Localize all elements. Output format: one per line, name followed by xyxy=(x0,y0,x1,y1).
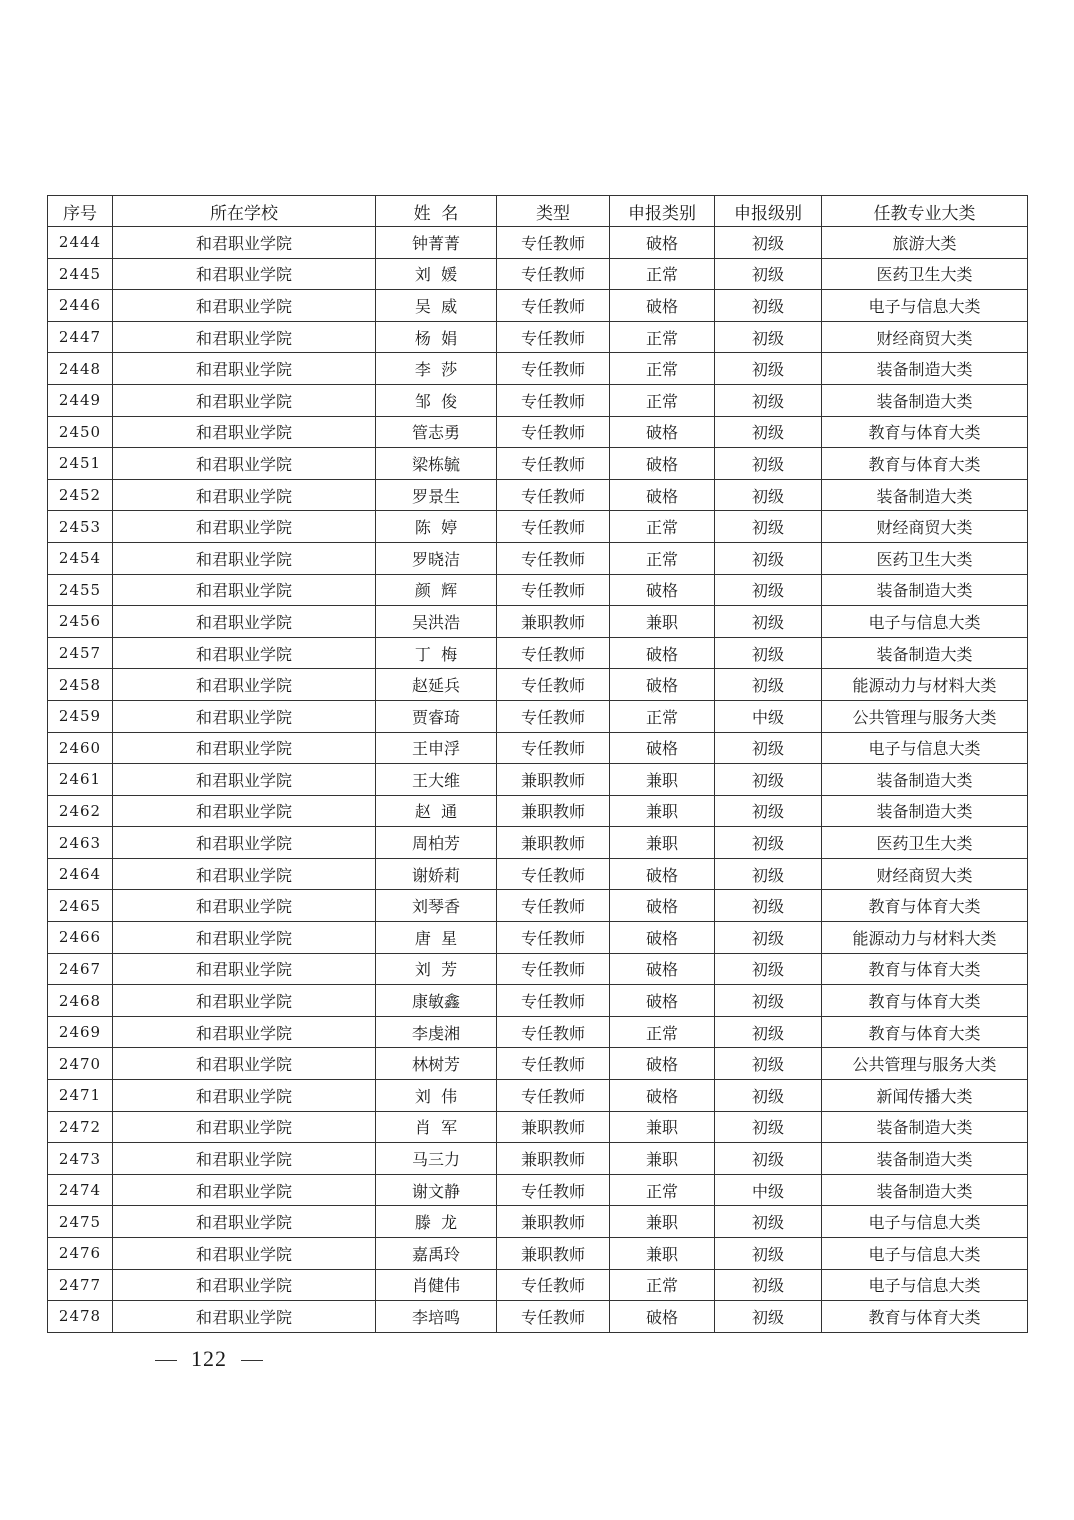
cell-school: 和君职业学院 xyxy=(113,1206,376,1238)
cell-school: 和君职业学院 xyxy=(113,384,376,416)
cell-serial-number: 2457 xyxy=(48,637,113,669)
cell-application-level: 初级 xyxy=(715,953,822,985)
cell-application-category: 破格 xyxy=(610,1301,715,1333)
cell-application-level: 初级 xyxy=(715,511,822,543)
cell-school: 和君职业学院 xyxy=(113,1301,376,1333)
table-row xyxy=(48,1269,1028,1301)
cell-application-level: 初级 xyxy=(715,353,822,385)
cell-application-category: 破格 xyxy=(610,416,715,448)
cell-name: 谢文静 xyxy=(376,1174,497,1206)
cell-application-level: 初级 xyxy=(715,1143,822,1175)
cell-serial-number: 2467 xyxy=(48,953,113,985)
cell-serial-number: 2448 xyxy=(48,353,113,385)
cell-type: 专任教师 xyxy=(497,637,610,669)
table-row xyxy=(48,384,1028,416)
cell-subject-category: 装备制造大类 xyxy=(822,764,1028,796)
footer-dash-right xyxy=(241,1360,263,1361)
cell-school: 和君职业学院 xyxy=(113,827,376,859)
cell-type: 专任教师 xyxy=(497,574,610,606)
table-row xyxy=(48,1080,1028,1112)
cell-application-level: 初级 xyxy=(715,1111,822,1143)
cell-subject-category: 公共管理与服务大类 xyxy=(822,1048,1028,1080)
table-row xyxy=(48,1301,1028,1333)
table-row xyxy=(48,732,1028,764)
cell-school: 和君职业学院 xyxy=(113,258,376,290)
cell-application-category: 破格 xyxy=(610,637,715,669)
cell-serial-number: 2444 xyxy=(48,227,113,259)
cell-serial-number: 2452 xyxy=(48,479,113,511)
cell-type: 专任教师 xyxy=(497,858,610,890)
cell-subject-category: 电子与信息大类 xyxy=(822,1238,1028,1270)
page-number: 122 xyxy=(191,1346,227,1371)
cell-name: 杨 娟 xyxy=(376,321,497,353)
table-row xyxy=(48,1048,1028,1080)
cell-type: 专任教师 xyxy=(497,985,610,1017)
header-type: 类型 xyxy=(497,196,610,227)
cell-application-level: 初级 xyxy=(715,1080,822,1112)
cell-school: 和君职业学院 xyxy=(113,732,376,764)
footer-dash-left xyxy=(155,1360,177,1361)
cell-name: 刘琴香 xyxy=(376,890,497,922)
cell-application-level: 初级 xyxy=(715,416,822,448)
cell-school: 和君职业学院 xyxy=(113,542,376,574)
cell-school: 和君职业学院 xyxy=(113,764,376,796)
cell-subject-category: 新闻传播大类 xyxy=(822,1080,1028,1112)
cell-serial-number: 2462 xyxy=(48,795,113,827)
cell-school: 和君职业学院 xyxy=(113,1143,376,1175)
table-row xyxy=(48,985,1028,1017)
cell-application-level: 初级 xyxy=(715,606,822,638)
cell-type: 专任教师 xyxy=(497,1048,610,1080)
cell-subject-category: 装备制造大类 xyxy=(822,384,1028,416)
header-name: 姓 名 xyxy=(376,196,497,227)
cell-serial-number: 2471 xyxy=(48,1080,113,1112)
cell-subject-category: 教育与体育大类 xyxy=(822,448,1028,480)
cell-school: 和君职业学院 xyxy=(113,922,376,954)
cell-application-category: 破格 xyxy=(610,227,715,259)
cell-application-level: 初级 xyxy=(715,321,822,353)
cell-name: 谢娇莉 xyxy=(376,858,497,890)
cell-school: 和君职业学院 xyxy=(113,795,376,827)
cell-school: 和君职业学院 xyxy=(113,416,376,448)
cell-application-category: 正常 xyxy=(610,353,715,385)
table-body xyxy=(48,227,1028,1333)
cell-application-level: 初级 xyxy=(715,384,822,416)
cell-application-category: 正常 xyxy=(610,542,715,574)
cell-name: 肖 军 xyxy=(376,1111,497,1143)
cell-name: 管志勇 xyxy=(376,416,497,448)
cell-school: 和君职业学院 xyxy=(113,858,376,890)
cell-type: 专任教师 xyxy=(497,227,610,259)
cell-application-level: 初级 xyxy=(715,227,822,259)
cell-school: 和君职业学院 xyxy=(113,953,376,985)
cell-school: 和君职业学院 xyxy=(113,1080,376,1112)
cell-application-category: 破格 xyxy=(610,890,715,922)
cell-name: 康敏鑫 xyxy=(376,985,497,1017)
cell-subject-category: 电子与信息大类 xyxy=(822,290,1028,322)
cell-application-level: 初级 xyxy=(715,732,822,764)
cell-school: 和君职业学院 xyxy=(113,700,376,732)
cell-school: 和君职业学院 xyxy=(113,448,376,480)
cell-subject-category: 装备制造大类 xyxy=(822,1174,1028,1206)
cell-name: 吴 威 xyxy=(376,290,497,322)
cell-type: 兼职教师 xyxy=(497,795,610,827)
cell-school: 和君职业学院 xyxy=(113,637,376,669)
cell-type: 兼职教师 xyxy=(497,1143,610,1175)
teacher-roster-table xyxy=(47,195,1028,1333)
cell-subject-category: 公共管理与服务大类 xyxy=(822,700,1028,732)
cell-subject-category: 教育与体育大类 xyxy=(822,416,1028,448)
cell-serial-number: 2449 xyxy=(48,384,113,416)
cell-type: 专任教师 xyxy=(497,416,610,448)
cell-application-level: 初级 xyxy=(715,1238,822,1270)
cell-serial-number: 2472 xyxy=(48,1111,113,1143)
cell-application-category: 破格 xyxy=(610,1048,715,1080)
cell-subject-category: 装备制造大类 xyxy=(822,1111,1028,1143)
cell-type: 专任教师 xyxy=(497,479,610,511)
table-row xyxy=(48,1016,1028,1048)
cell-name: 邹 俊 xyxy=(376,384,497,416)
cell-name: 王申浮 xyxy=(376,732,497,764)
cell-subject-category: 电子与信息大类 xyxy=(822,732,1028,764)
cell-name: 刘 芳 xyxy=(376,953,497,985)
cell-application-level: 初级 xyxy=(715,1048,822,1080)
cell-subject-category: 电子与信息大类 xyxy=(822,1269,1028,1301)
cell-school: 和君职业学院 xyxy=(113,290,376,322)
cell-school: 和君职业学院 xyxy=(113,1048,376,1080)
cell-name: 梁栋毓 xyxy=(376,448,497,480)
cell-application-level: 初级 xyxy=(715,637,822,669)
cell-subject-category: 能源动力与材料大类 xyxy=(822,922,1028,954)
cell-subject-category: 装备制造大类 xyxy=(822,1143,1028,1175)
cell-type: 专任教师 xyxy=(497,669,610,701)
table-row xyxy=(48,353,1028,385)
page-footer xyxy=(155,1346,263,1372)
header-application-level: 申报级别 xyxy=(715,196,822,227)
cell-serial-number: 2466 xyxy=(48,922,113,954)
cell-type: 兼职教师 xyxy=(497,827,610,859)
cell-name: 李 莎 xyxy=(376,353,497,385)
cell-serial-number: 2461 xyxy=(48,764,113,796)
cell-application-level: 初级 xyxy=(715,795,822,827)
cell-application-category: 破格 xyxy=(610,732,715,764)
cell-name: 李培鸣 xyxy=(376,1301,497,1333)
cell-application-category: 破格 xyxy=(610,922,715,954)
cell-subject-category: 装备制造大类 xyxy=(822,795,1028,827)
cell-serial-number: 2454 xyxy=(48,542,113,574)
cell-application-category: 兼职 xyxy=(610,1238,715,1270)
cell-type: 专任教师 xyxy=(497,542,610,574)
cell-name: 马三力 xyxy=(376,1143,497,1175)
cell-type: 专任教师 xyxy=(497,353,610,385)
cell-type: 兼职教师 xyxy=(497,1238,610,1270)
cell-name: 罗晓洁 xyxy=(376,542,497,574)
table-row xyxy=(48,227,1028,259)
cell-type: 专任教师 xyxy=(497,511,610,543)
table-row xyxy=(48,574,1028,606)
cell-school: 和君职业学院 xyxy=(113,321,376,353)
header-subject-category: 任教专业大类 xyxy=(822,196,1028,227)
cell-name: 李虔湘 xyxy=(376,1016,497,1048)
table-row xyxy=(48,542,1028,574)
table-row xyxy=(48,700,1028,732)
table-row xyxy=(48,1206,1028,1238)
table-row xyxy=(48,321,1028,353)
cell-application-category: 破格 xyxy=(610,985,715,1017)
cell-application-category: 破格 xyxy=(610,669,715,701)
cell-subject-category: 医药卫生大类 xyxy=(822,827,1028,859)
cell-application-category: 破格 xyxy=(610,858,715,890)
table-row xyxy=(48,637,1028,669)
cell-application-category: 破格 xyxy=(610,1080,715,1112)
cell-application-category: 兼职 xyxy=(610,606,715,638)
table-row xyxy=(48,448,1028,480)
cell-type: 专任教师 xyxy=(497,732,610,764)
cell-school: 和君职业学院 xyxy=(113,1111,376,1143)
cell-name: 赵延兵 xyxy=(376,669,497,701)
cell-application-level: 初级 xyxy=(715,985,822,1017)
cell-application-category: 破格 xyxy=(610,290,715,322)
cell-application-category: 兼职 xyxy=(610,764,715,796)
cell-type: 专任教师 xyxy=(497,448,610,480)
cell-serial-number: 2456 xyxy=(48,606,113,638)
cell-application-category: 正常 xyxy=(610,700,715,732)
cell-type: 专任教师 xyxy=(497,1301,610,1333)
table-row xyxy=(48,511,1028,543)
cell-serial-number: 2463 xyxy=(48,827,113,859)
cell-subject-category: 医药卫生大类 xyxy=(822,542,1028,574)
cell-type: 专任教师 xyxy=(497,384,610,416)
cell-school: 和君职业学院 xyxy=(113,353,376,385)
header-school: 所在学校 xyxy=(113,196,376,227)
cell-name: 赵 通 xyxy=(376,795,497,827)
cell-application-level: 初级 xyxy=(715,1269,822,1301)
cell-type: 专任教师 xyxy=(497,1016,610,1048)
cell-type: 专任教师 xyxy=(497,321,610,353)
cell-application-level: 初级 xyxy=(715,858,822,890)
cell-application-level: 初级 xyxy=(715,258,822,290)
cell-application-level: 中级 xyxy=(715,1174,822,1206)
table-header-row xyxy=(48,196,1028,227)
cell-serial-number: 2478 xyxy=(48,1301,113,1333)
cell-application-level: 初级 xyxy=(715,448,822,480)
cell-school: 和君职业学院 xyxy=(113,1174,376,1206)
cell-type: 专任教师 xyxy=(497,1269,610,1301)
cell-subject-category: 教育与体育大类 xyxy=(822,985,1028,1017)
cell-serial-number: 2445 xyxy=(48,258,113,290)
cell-application-level: 初级 xyxy=(715,1206,822,1238)
cell-subject-category: 电子与信息大类 xyxy=(822,606,1028,638)
table-row xyxy=(48,1111,1028,1143)
table-row xyxy=(48,416,1028,448)
cell-name: 唐 星 xyxy=(376,922,497,954)
cell-application-level: 初级 xyxy=(715,669,822,701)
cell-type: 专任教师 xyxy=(497,700,610,732)
cell-serial-number: 2475 xyxy=(48,1206,113,1238)
cell-name: 周柏芳 xyxy=(376,827,497,859)
table-row xyxy=(48,606,1028,638)
cell-name: 林树芳 xyxy=(376,1048,497,1080)
cell-type: 兼职教师 xyxy=(497,1111,610,1143)
cell-serial-number: 2477 xyxy=(48,1269,113,1301)
cell-serial-number: 2446 xyxy=(48,290,113,322)
header-serial-number: 序号 xyxy=(48,196,113,227)
table-row xyxy=(48,258,1028,290)
cell-name: 刘 媛 xyxy=(376,258,497,290)
cell-subject-category: 电子与信息大类 xyxy=(822,1206,1028,1238)
cell-application-category: 正常 xyxy=(610,1174,715,1206)
cell-application-level: 初级 xyxy=(715,290,822,322)
cell-type: 专任教师 xyxy=(497,1174,610,1206)
cell-application-category: 正常 xyxy=(610,1269,715,1301)
cell-name: 滕 龙 xyxy=(376,1206,497,1238)
cell-name: 嘉禹玲 xyxy=(376,1238,497,1270)
cell-name: 贾睿琦 xyxy=(376,700,497,732)
table-row xyxy=(48,858,1028,890)
cell-serial-number: 2451 xyxy=(48,448,113,480)
cell-serial-number: 2474 xyxy=(48,1174,113,1206)
table-row xyxy=(48,764,1028,796)
cell-name: 吴洪浩 xyxy=(376,606,497,638)
cell-serial-number: 2447 xyxy=(48,321,113,353)
cell-serial-number: 2470 xyxy=(48,1048,113,1080)
cell-school: 和君职业学院 xyxy=(113,479,376,511)
cell-subject-category: 装备制造大类 xyxy=(822,637,1028,669)
cell-application-level: 中级 xyxy=(715,700,822,732)
cell-name: 刘 伟 xyxy=(376,1080,497,1112)
cell-subject-category: 装备制造大类 xyxy=(822,479,1028,511)
cell-school: 和君职业学院 xyxy=(113,1238,376,1270)
cell-type: 专任教师 xyxy=(497,290,610,322)
cell-type: 兼职教师 xyxy=(497,1206,610,1238)
cell-application-category: 兼职 xyxy=(610,1111,715,1143)
cell-serial-number: 2465 xyxy=(48,890,113,922)
table-row xyxy=(48,290,1028,322)
cell-serial-number: 2453 xyxy=(48,511,113,543)
cell-type: 专任教师 xyxy=(497,922,610,954)
cell-application-category: 破格 xyxy=(610,448,715,480)
cell-name: 颜 辉 xyxy=(376,574,497,606)
cell-subject-category: 教育与体育大类 xyxy=(822,890,1028,922)
cell-serial-number: 2460 xyxy=(48,732,113,764)
cell-type: 兼职教师 xyxy=(497,606,610,638)
cell-subject-category: 财经商贸大类 xyxy=(822,858,1028,890)
cell-name: 陈 婷 xyxy=(376,511,497,543)
cell-school: 和君职业学院 xyxy=(113,511,376,543)
cell-subject-category: 旅游大类 xyxy=(822,227,1028,259)
cell-subject-category: 财经商贸大类 xyxy=(822,321,1028,353)
cell-name: 王大维 xyxy=(376,764,497,796)
cell-serial-number: 2458 xyxy=(48,669,113,701)
cell-subject-category: 医药卫生大类 xyxy=(822,258,1028,290)
table-row xyxy=(48,1143,1028,1175)
cell-name: 钟菁菁 xyxy=(376,227,497,259)
table-row xyxy=(48,669,1028,701)
cell-name: 肖健伟 xyxy=(376,1269,497,1301)
cell-application-category: 正常 xyxy=(610,511,715,543)
cell-serial-number: 2450 xyxy=(48,416,113,448)
cell-type: 专任教师 xyxy=(497,1080,610,1112)
cell-name: 丁 梅 xyxy=(376,637,497,669)
cell-application-category: 兼职 xyxy=(610,795,715,827)
roster-sheet xyxy=(47,195,1027,1333)
cell-type: 专任教师 xyxy=(497,258,610,290)
cell-serial-number: 2476 xyxy=(48,1238,113,1270)
cell-application-level: 初级 xyxy=(715,890,822,922)
cell-application-category: 破格 xyxy=(610,574,715,606)
table-row xyxy=(48,827,1028,859)
cell-application-level: 初级 xyxy=(715,1016,822,1048)
cell-type: 专任教师 xyxy=(497,890,610,922)
table-row xyxy=(48,953,1028,985)
table-row xyxy=(48,1238,1028,1270)
header-application-category: 申报类别 xyxy=(610,196,715,227)
cell-serial-number: 2468 xyxy=(48,985,113,1017)
cell-school: 和君职业学院 xyxy=(113,606,376,638)
cell-application-category: 正常 xyxy=(610,258,715,290)
cell-application-category: 正常 xyxy=(610,1016,715,1048)
cell-subject-category: 能源动力与材料大类 xyxy=(822,669,1028,701)
cell-application-level: 初级 xyxy=(715,542,822,574)
cell-school: 和君职业学院 xyxy=(113,1269,376,1301)
cell-subject-category: 教育与体育大类 xyxy=(822,1016,1028,1048)
table-row xyxy=(48,479,1028,511)
cell-school: 和君职业学院 xyxy=(113,1016,376,1048)
cell-subject-category: 财经商贸大类 xyxy=(822,511,1028,543)
cell-application-level: 初级 xyxy=(715,1301,822,1333)
cell-school: 和君职业学院 xyxy=(113,985,376,1017)
cell-serial-number: 2473 xyxy=(48,1143,113,1175)
cell-application-level: 初级 xyxy=(715,479,822,511)
cell-application-level: 初级 xyxy=(715,827,822,859)
cell-serial-number: 2464 xyxy=(48,858,113,890)
table-row xyxy=(48,1174,1028,1206)
cell-application-category: 兼职 xyxy=(610,1143,715,1175)
cell-school: 和君职业学院 xyxy=(113,574,376,606)
cell-application-category: 破格 xyxy=(610,953,715,985)
cell-type: 兼职教师 xyxy=(497,764,610,796)
cell-application-category: 破格 xyxy=(610,479,715,511)
cell-name: 罗景生 xyxy=(376,479,497,511)
cell-application-category: 兼职 xyxy=(610,827,715,859)
cell-school: 和君职业学院 xyxy=(113,890,376,922)
cell-subject-category: 装备制造大类 xyxy=(822,574,1028,606)
cell-subject-category: 教育与体育大类 xyxy=(822,1301,1028,1333)
cell-serial-number: 2459 xyxy=(48,700,113,732)
cell-serial-number: 2469 xyxy=(48,1016,113,1048)
cell-school: 和君职业学院 xyxy=(113,227,376,259)
cell-subject-category: 装备制造大类 xyxy=(822,353,1028,385)
cell-type: 专任教师 xyxy=(497,953,610,985)
cell-application-category: 正常 xyxy=(610,384,715,416)
cell-application-level: 初级 xyxy=(715,574,822,606)
cell-serial-number: 2455 xyxy=(48,574,113,606)
cell-application-level: 初级 xyxy=(715,922,822,954)
cell-application-level: 初级 xyxy=(715,764,822,796)
cell-school: 和君职业学院 xyxy=(113,669,376,701)
cell-application-category: 兼职 xyxy=(610,1206,715,1238)
table-row xyxy=(48,922,1028,954)
cell-subject-category: 教育与体育大类 xyxy=(822,953,1028,985)
table-row xyxy=(48,795,1028,827)
cell-application-category: 正常 xyxy=(610,321,715,353)
table-row xyxy=(48,890,1028,922)
